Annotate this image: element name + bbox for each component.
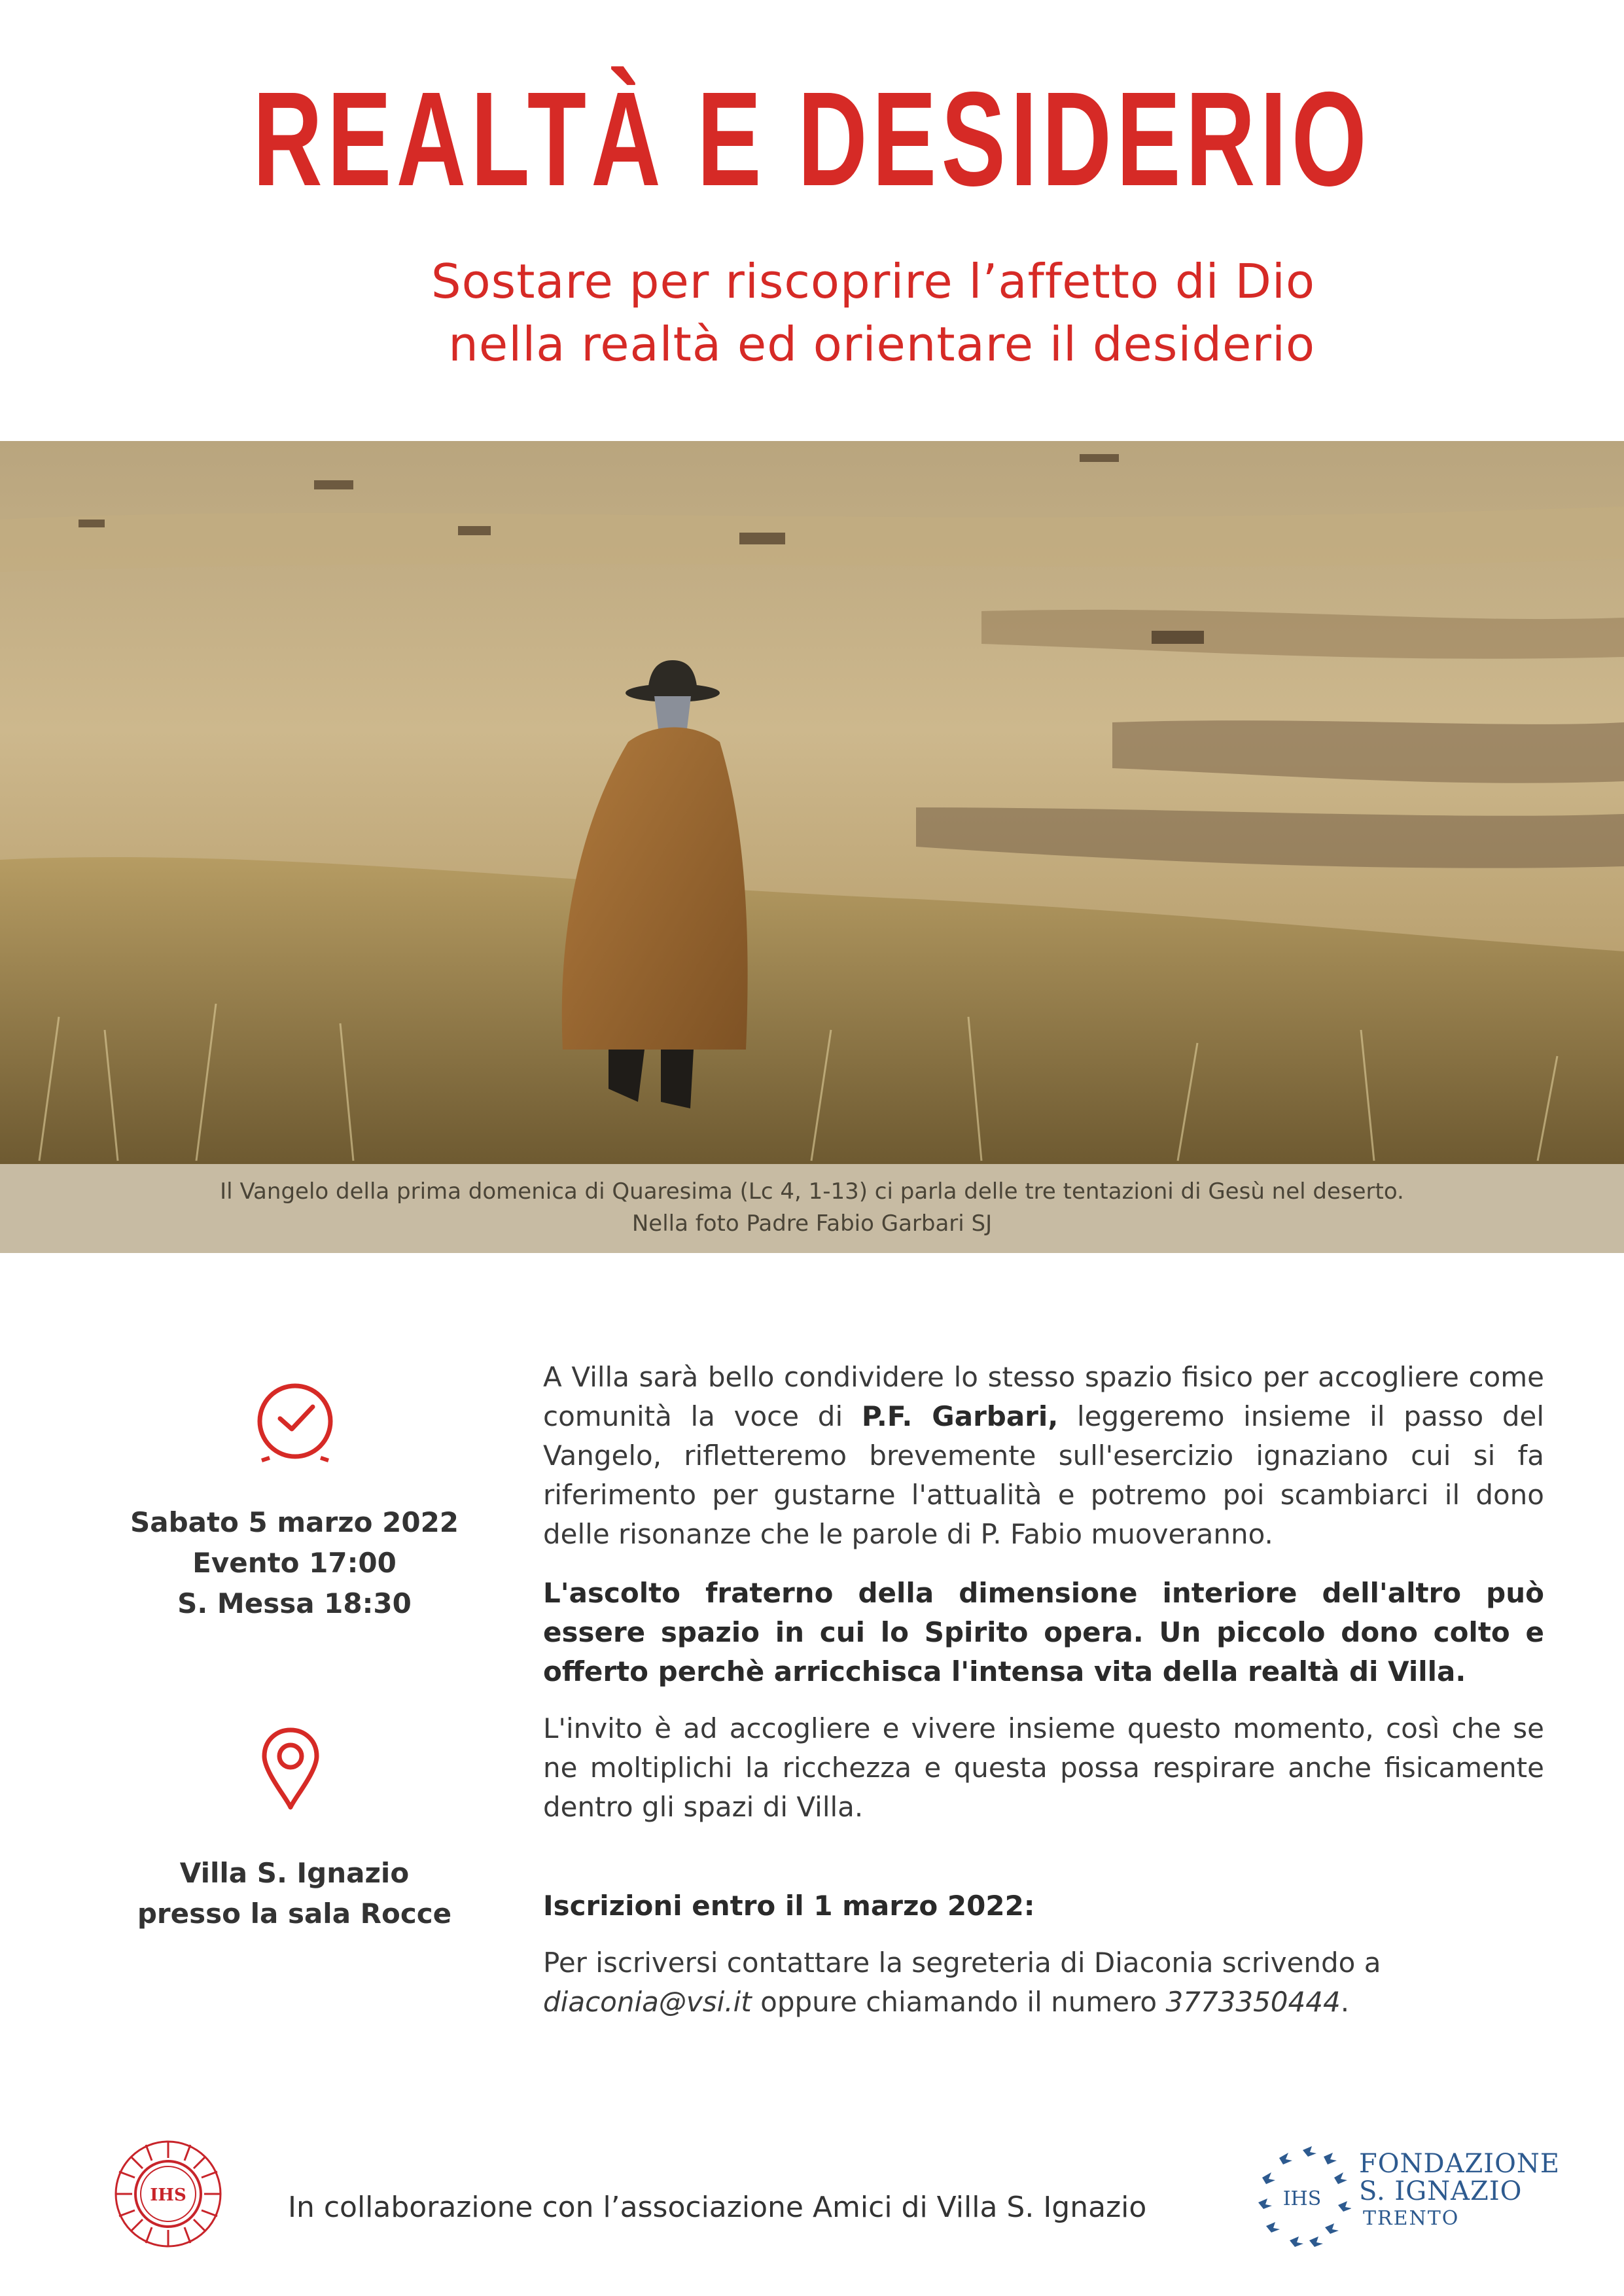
- body-paragraph-2: [543, 1574, 1544, 1691]
- reg-mid: oppure chiamando il numero: [751, 1986, 1166, 2018]
- event-start-time: Evento 17:00: [192, 1547, 397, 1579]
- foundation-line-2: S. IGNAZIO: [1359, 2176, 1523, 2206]
- place-name: Villa S. Ignazio: [179, 1857, 410, 1889]
- foundation-name: [1359, 2150, 1560, 2233]
- place-room: presso la sala Rocce: [137, 1898, 452, 1930]
- doves-logo-icon: [1253, 2145, 1351, 2250]
- mass-time: S. Messa 18:30: [177, 1587, 412, 1619]
- photo-caption: [0, 1164, 1624, 1253]
- clock-icon: [254, 1378, 336, 1466]
- subtitle-line-2: nella realtà ed orientare il desiderio: [448, 317, 1315, 372]
- landscape-photo: [0, 441, 1624, 1164]
- location-pin-icon: [260, 1726, 321, 1814]
- foundation-line-1: FONDAZIONE: [1359, 2149, 1561, 2179]
- registration-email: diaconia@vsi.it: [543, 1986, 752, 2018]
- page-title: REALTÀ E DESIDERIO: [253, 64, 1371, 214]
- body-paragraph-1: [543, 1358, 1544, 1554]
- p1-start: A Villa sarà bello condividere lo stesso spazio fisico per accogliere come comunità la voce di: [543, 1361, 1544, 1432]
- seal-text: IHS: [150, 2185, 186, 2205]
- registration-phone: 3773350444: [1165, 1986, 1341, 2018]
- collaboration-note: In collaborazione con l’associazione Amici di Villa S. Ignazio: [288, 2191, 1147, 2224]
- reg-end: .: [1340, 1986, 1350, 2018]
- event-datetime: [98, 1502, 491, 1624]
- caption-line-2: Nella foto Padre Fabio Garbari SJ: [631, 1210, 993, 1237]
- foundation-line-3: TRENTO: [1363, 2207, 1460, 2230]
- page-subtitle: [216, 250, 1315, 376]
- foundation-mark: IHS: [1282, 2187, 1322, 2210]
- p1-end: leggeremo insieme il passo del Vangelo, rifletteremo brevemente sull'esercizio ignaziano cui si fa riferimento per gustarne l'attualità e potremo poi scambiarci il dono delle risonanze che le parole di P. Fabio muoveranno.: [543, 1400, 1545, 1550]
- p3-text: L'invito è ad accogliere e vivere insieme questo momento, così che se ne moltiplichi la ricchezza e questa possa respirare anche fisicamente dentro gli spazi di Villa.: [543, 1712, 1544, 1823]
- registration-heading-text: Iscrizioni entro il 1 marzo 2022:: [543, 1890, 1035, 1922]
- registration-details: [543, 1943, 1544, 2022]
- p2-text: L'ascolto fraterno della dimensione interiore dell'altro può essere spazio in cui lo Spirito opera. Un piccolo dono colto e offerto perchè arricchisca l'intensa vita della realtà di Villa.: [543, 1577, 1544, 1687]
- reg-start: Per iscriversi contattare la segreteria di Diaconia scrivendo a: [543, 1947, 1381, 1979]
- speaker-name: P.F. Garbari,: [861, 1400, 1059, 1432]
- ihs-seal-icon: [113, 2138, 224, 2252]
- body-paragraph-3: [543, 1709, 1544, 1827]
- subtitle-line-1: Sostare per riscoprire l’affetto di Dio: [431, 254, 1315, 309]
- caption-line-1: Il Vangelo della prima domenica di Quaresima (Lc 4, 1-13) ci parla delle tre tentazioni di Gesù nel deserto.: [220, 1178, 1404, 1205]
- registration-heading: [543, 1886, 1544, 1926]
- foundation-logo: [1253, 2145, 1561, 2250]
- event-date: Sabato 5 marzo 2022: [130, 1506, 459, 1538]
- event-place: [98, 1853, 491, 1934]
